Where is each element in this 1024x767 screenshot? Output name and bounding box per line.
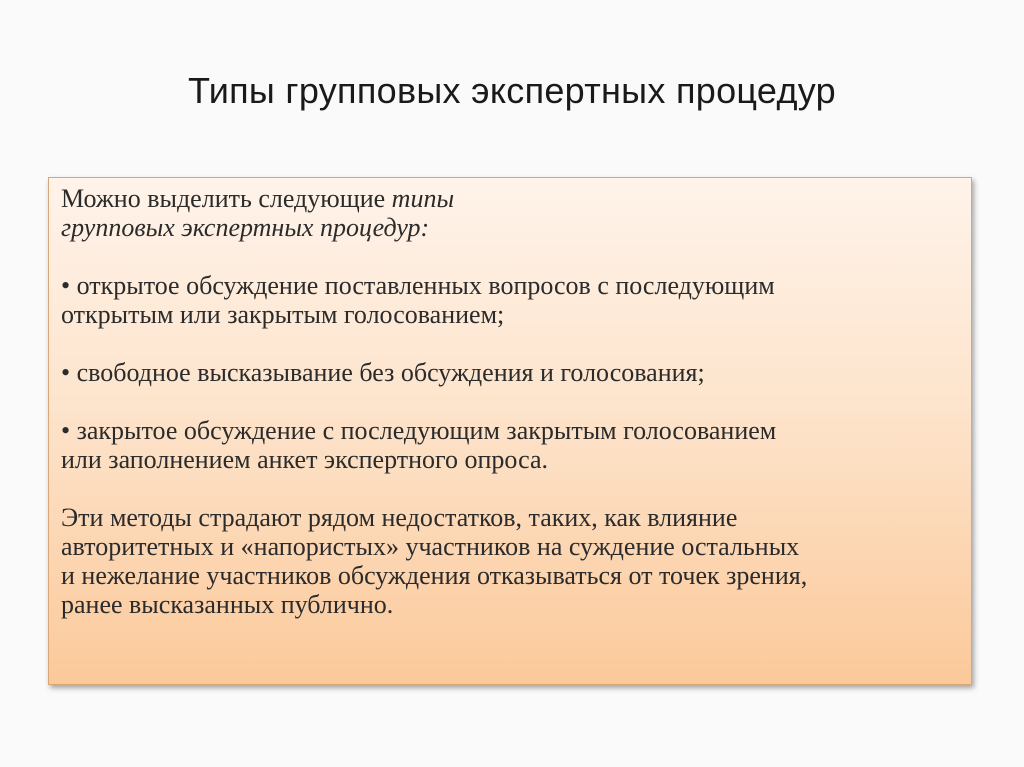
conclusion-line-4: ранее высказанных публично. [61,590,394,619]
intro-emphasis-1: типы [391,184,455,213]
spacer [61,329,959,358]
bullet-2-line-1: • свободное высказывание без обсуждения и голосования; [61,358,705,387]
spacer [61,474,959,503]
spacer [61,387,959,416]
intro-line-2: групповых экспертных процедур: [61,213,430,242]
content-box [48,177,972,685]
bullet-1-line-2: открытым или закрытым голосованием; [61,300,505,329]
conclusion-line-3: и нежелание участников обсуждения отказываться от точек зрения, [61,561,808,590]
bullet-1-line-1: • открытое обсуждение поставленных вопросов с последующим [61,271,775,300]
spacer [61,242,959,271]
conclusion-line-1: Эти методы страдают рядом недостатков, таких, как влияние [61,503,738,532]
bullet-3-line-2: или заполнением анкет экспертного опроса. [61,445,548,474]
slide-title: Типы групповых экспертных процедур [188,70,836,111]
intro-text: Можно выделить следующие [61,184,392,213]
conclusion-line-2: авторитетных и «напористых» участников на суждение остальных [61,532,800,561]
intro-line-1 [61,184,959,213]
bullet-3-line-1: • закрытое обсуждение с последующим закрытым голосованием [61,416,777,445]
